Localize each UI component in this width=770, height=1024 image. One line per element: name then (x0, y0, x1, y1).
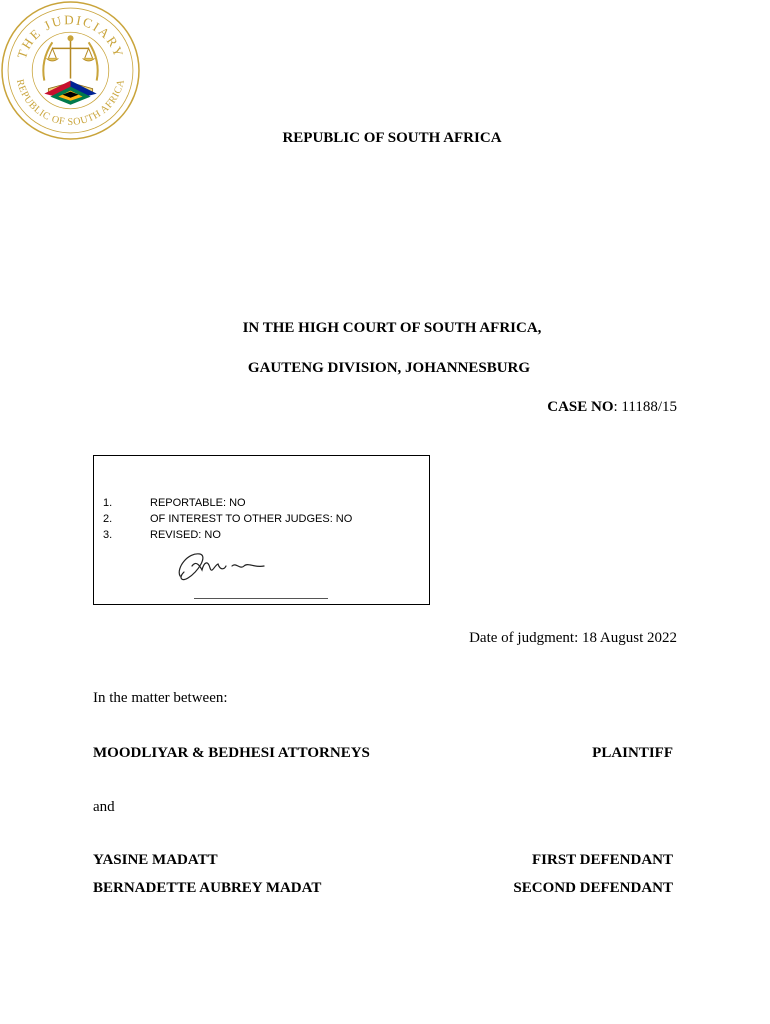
second-defendant-role: SECOND DEFENDANT (513, 880, 673, 896)
plaintiff-name: MOODLIYAR & BEDHESI ATTORNEYS (93, 745, 370, 761)
case-label: CASE NO (547, 399, 614, 415)
signature-line (194, 598, 328, 599)
conjunction-text: and (93, 799, 115, 815)
case-number (547, 398, 677, 416)
status-box: 1. REPORTABLE: NO 2. OF INTEREST TO OTHER JUDGES: NO 3. REVISED: NO (93, 455, 430, 605)
first-defendant-role: FIRST DEFENDANT (532, 852, 673, 868)
matter-intro: In the matter between: (93, 690, 228, 706)
court-heading: IN THE HIGH COURT OF SOUTH AFRICA, (242, 320, 542, 336)
judiciary-seal-logo (0, 0, 141, 141)
second-defendant-name: BERNADETTE AUBREY MADAT (93, 880, 322, 896)
division-heading: GAUTENG DIVISION, JOHANNESBURG (247, 360, 531, 376)
country-heading: REPUBLIC OF SOUTH AFRICA (282, 130, 502, 146)
first-defendant-name: YASINE MADATT (93, 852, 218, 868)
signature-image (174, 548, 270, 584)
svg-text:THE JUDICIARY: THE JUDICIARY (13, 12, 128, 61)
svg-text:REPUBLIC OF SOUTH AFRICA: REPUBLIC OF SOUTH AFRICA (13, 78, 128, 128)
judgment-date: Date of judgment: 18 August 2022 (469, 630, 677, 646)
case-value: : 11188/15 (613, 399, 677, 415)
plaintiff-role: PLAINTIFF (592, 745, 673, 761)
